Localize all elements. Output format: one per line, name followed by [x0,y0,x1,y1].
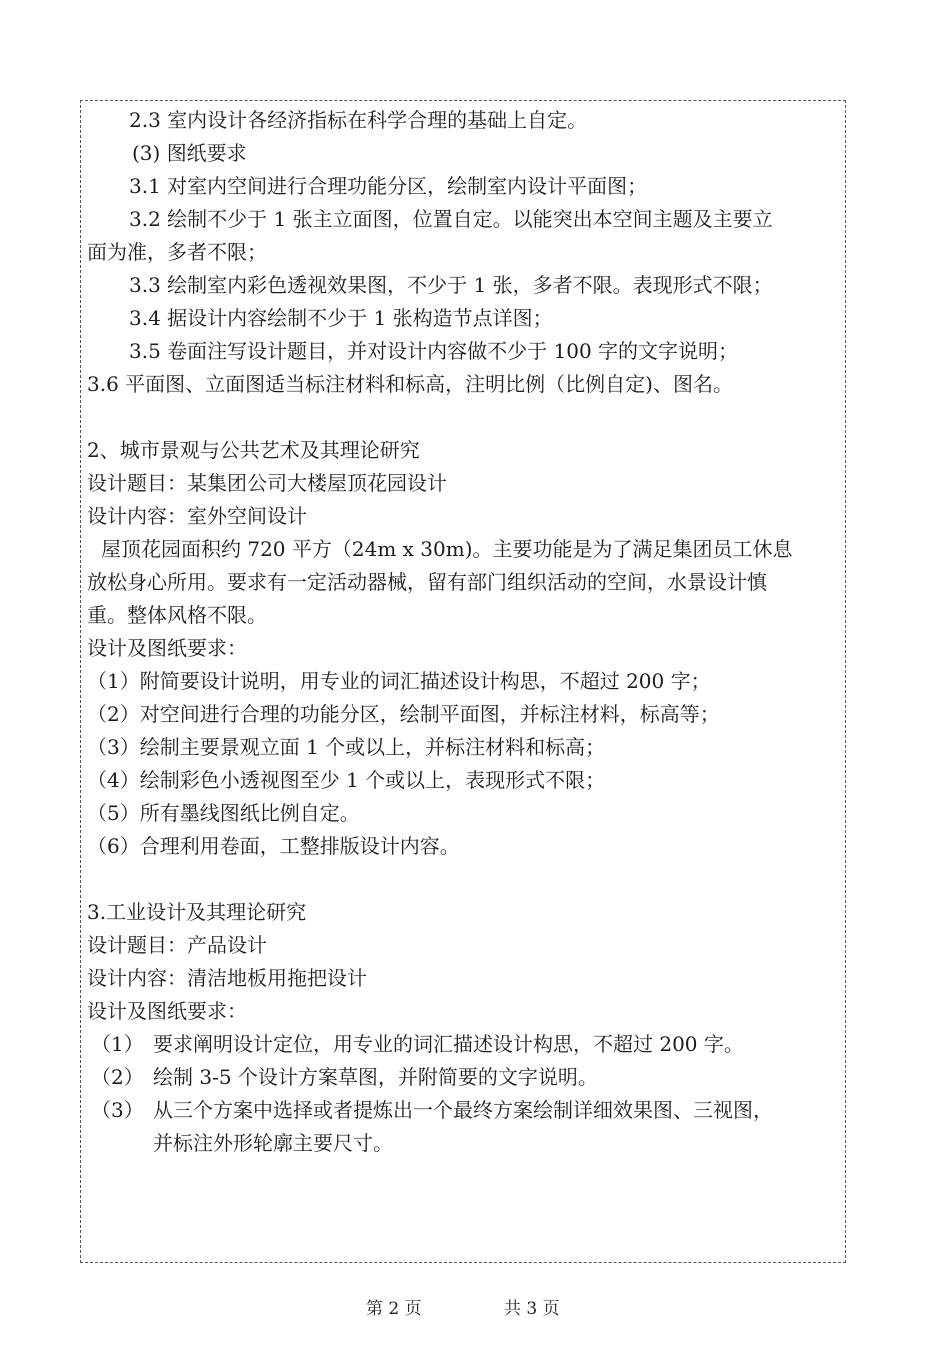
item-3-2-continued: 面为准，多者不限； [87,240,267,264]
item-3-2: 3.2 绘制不少于 1 张主立面图，位置自定。以能突出本空间主题及主要立 [129,207,773,231]
item-3-1: 3.1 对室内空间进行合理功能分区，绘制室内设计平面图； [129,174,648,198]
section2-item-2: （2）对空间进行合理的功能分区，绘制平面图，并标注材料，标高等； [87,702,720,726]
total-pages: 共 3 页 [504,1299,560,1319]
section2-item-5: （5）所有墨线图纸比例自定。 [87,801,360,825]
section2-item-4: （4）绘制彩色小透视图至少 1 个或以上，表现形式不限； [87,768,606,792]
section2-topic: 设计题目：某集团公司大楼屋顶花园设计 [87,471,447,495]
section3-item-1-number: （1） [91,1032,144,1056]
section3-item-2-text: 绘制 3-5 个设计方案草图，并附简要的文字说明。 [153,1065,598,1089]
document-body [87,104,839,1160]
section3-item-2 [87,1061,839,1094]
section3-item-3-text: 从三个方案中选择或者提炼出一个最终方案绘制详细效果图、三视图， [153,1098,773,1122]
section2-content: 设计内容：室外空间设计 [87,504,307,528]
section2-description-line2: 放松身心所用。要求有一定活动器械，留有部门组织活动的空间，水景设计慎 [87,570,767,594]
section2-description-line3: 重。整体风格不限。 [87,603,267,627]
section2-requirements-title: 设计及图纸要求： [87,636,247,660]
section3-item-3-continued: 并标注外形轮廓主要尺寸。 [153,1131,393,1155]
section3-topic: 设计题目：产品设计 [87,933,267,957]
section3-heading: 3.工业设计及其理论研究 [87,900,307,924]
section2-heading: 2、城市景观与公共艺术及其理论研究 [87,438,420,462]
section2-description: 屋顶花园面积约 720 平方（24m x 30m)。主要功能是为了满足集团员工休息 [101,537,793,561]
section2-item-3: （3）绘制主要景观立面 1 个或以上，并标注材料和标高； [87,735,606,759]
section3-item-2-number: （2） [91,1065,144,1089]
section3-requirements-title: 设计及图纸要求： [87,999,247,1023]
drawing-requirements-title: (3) 图纸要求 [132,141,247,165]
item-3-3: 3.3 绘制室内彩色透视效果图，不少于 1 张，多者不限。表现形式不限； [129,273,773,297]
page-number: 第 2 页 [366,1299,422,1319]
section3-item-3-number: （3） [91,1098,144,1122]
section2-item-1: （1）附简要设计说明，用专业的词汇描述设计构思，不超过 200 字； [87,669,711,693]
section3-item-3 [87,1094,839,1127]
item-3-5: 3.5 卷面注写设计题目，并对设计内容做不少于 100 字的文字说明； [129,339,739,363]
section2-item-6: （6）合理利用卷面，工整排版设计内容。 [87,834,460,858]
item-2-3: 2.3 室内设计各经济指标在科学合理的基础上自定。 [129,108,588,132]
section3-content: 设计内容：清洁地板用拖把设计 [87,966,367,990]
item-3-6: 3.6 平面图、立面图适当标注材料和标高，注明比例（比例自定)、图名。 [87,372,733,396]
section3-item-1-text: 要求阐明设计定位，用专业的词汇描述设计构思，不超过 200 字。 [153,1032,744,1056]
section3-item-1 [87,1028,839,1061]
item-3-4: 3.4 据设计内容绘制不少于 1 张构造节点详图； [129,306,553,330]
